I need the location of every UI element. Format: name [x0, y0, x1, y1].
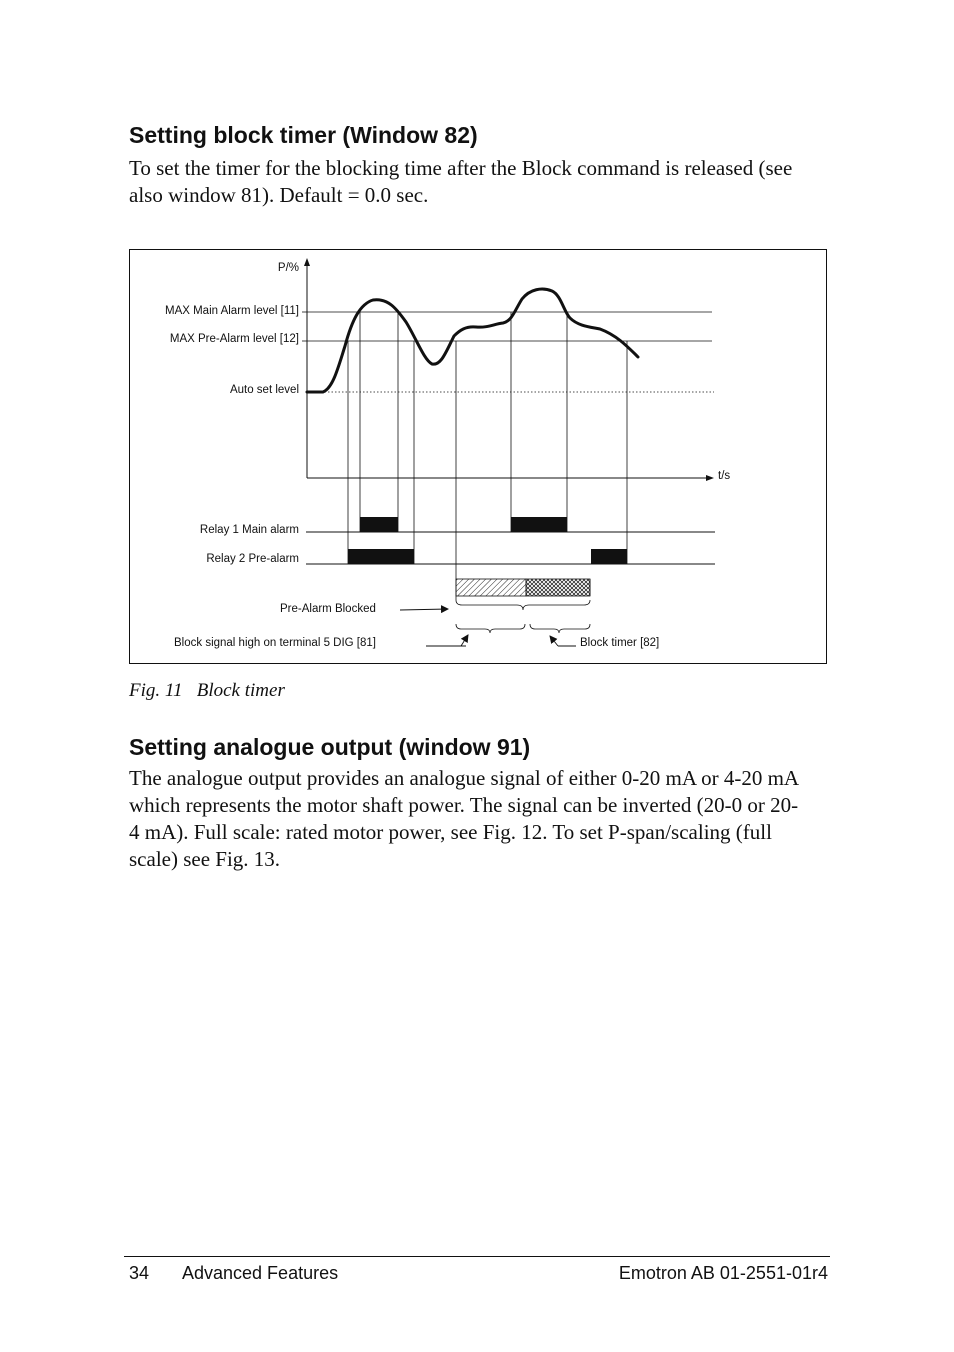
- block-signal-brace: [456, 624, 525, 633]
- footer-page-number: 34: [129, 1263, 150, 1283]
- block-timer-label: Block timer [82]: [580, 637, 660, 649]
- paragraph-line: To set the timer for the blocking time after the Block command is released (see: [129, 156, 793, 180]
- timing-diagram: [130, 250, 828, 665]
- paragraph-line: The analogue output provides an analogue signal of either 0-20 mA or 4-20 mA: [129, 766, 800, 790]
- power-curve: [307, 289, 638, 392]
- y-axis-arrow: [304, 258, 310, 266]
- max-pre-alarm-label: MAX Pre-Alarm level [12]: [169, 333, 299, 345]
- relay1-pulse: [511, 517, 567, 532]
- block-timer-brace: [530, 624, 590, 633]
- footer-section-title: Advanced Features: [182, 1263, 339, 1283]
- relay2-label: Relay 2 Pre-alarm: [206, 553, 299, 565]
- pre-alarm-brace: [456, 600, 590, 610]
- block-signal-arrow-tip: [461, 635, 468, 646]
- figure-number: Fig. 11: [129, 680, 183, 701]
- footer-document-reference: Emotron AB 01-2551-01r4: [618, 1263, 828, 1283]
- relay1-pulse: [360, 517, 398, 532]
- pre-alarm-blocked-label: Pre-Alarm Blocked: [280, 603, 376, 615]
- block-timer-figure: [129, 249, 827, 664]
- paragraph-line: 4 mA). Full scale: rated motor power, see Fig. 12. To set P-span/scaling (full: [129, 820, 772, 844]
- x-axis-label: t/s: [718, 470, 731, 482]
- max-main-alarm-label: MAX Main Alarm level [11]: [164, 305, 299, 317]
- paragraph-line: scale) see Fig. 13.: [129, 847, 281, 871]
- auto-set-level-label: Auto set level: [229, 384, 299, 396]
- block-timer-paragraph: [129, 155, 829, 209]
- block-timer-period: [526, 579, 590, 596]
- footer-rule: [124, 1256, 830, 1257]
- figure-title: Block timer: [196, 680, 285, 701]
- block-signal-period: [456, 579, 526, 596]
- analogue-output-paragraph: [129, 765, 829, 873]
- paragraph-line: also window 81). Default = 0.0 sec.: [129, 183, 429, 207]
- relay2-pulse: [348, 549, 414, 564]
- figure-caption: [129, 680, 285, 702]
- relay1-label: Relay 1 Main alarm: [199, 524, 299, 536]
- x-axis-arrow: [706, 475, 714, 481]
- y-axis-label: P/%: [277, 262, 299, 274]
- pre-alarm-blocked-arrow: [400, 609, 448, 610]
- relay2-pulse: [591, 549, 627, 564]
- section-heading-block-timer: Setting block timer (Window 82): [129, 122, 478, 148]
- block-signal-label: Block signal high on terminal 5 DIG [81]: [174, 637, 376, 649]
- paragraph-line: which represents the motor shaft power. The signal can be inverted (20-0 or 20-: [129, 793, 799, 817]
- section-heading-analogue-output: Setting analogue output (window 91): [129, 734, 531, 760]
- block-timer-arrow-tip: [550, 636, 558, 646]
